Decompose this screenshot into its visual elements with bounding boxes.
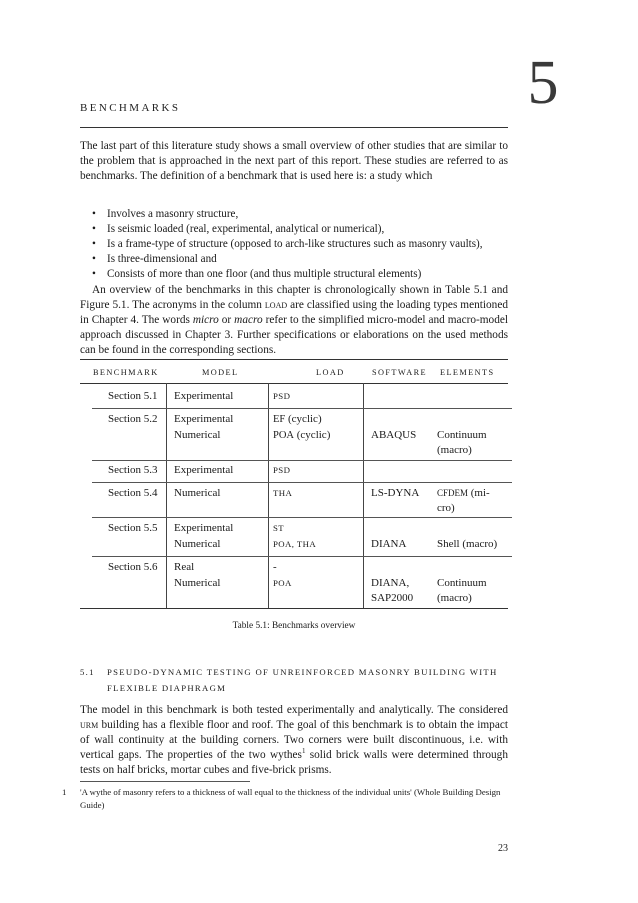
overview-or-word: or [218,314,235,327]
cell-benchmark: Section 5.5 [108,522,158,534]
cell-elements: Continuum (macro) [437,577,487,604]
chapter-rule [80,127,508,128]
header-benchmark: BENCHMARK [93,368,159,377]
cell-software: LS-DYNA [371,487,420,499]
column-divider [363,383,364,608]
cell-load: PSD [273,391,291,401]
header-elements: ELEMENTS [440,368,495,377]
table-top-rule [80,359,508,360]
section-text-1: The model in this benchmark is both tested experimentally and analytically. The considered [80,704,508,716]
cell-load: ST [273,523,285,533]
cell-elements-code: CFDEM [437,488,469,498]
cell-load [273,412,322,427]
header-load: LOAD [316,368,345,377]
list-item [92,267,512,282]
section-paragraph [80,703,508,778]
cell-model: Experimental [174,413,234,425]
overview-text-1: An overview of the benchmarks in this chapter is chronologically shown in Table 5.1 and Figure 5.1. The acronyms in the column [80,284,508,312]
cell-load: POA, THA [273,539,317,549]
footnote-reference[interactable]: 1 [301,747,306,756]
list-item [92,207,512,222]
cell-load: THA [273,488,293,498]
cell-elements-note: (mi- cro) [437,487,490,514]
cell-benchmark: Section 5.3 [108,464,158,476]
cell-benchmark: Section 5.2 [108,413,158,425]
section-urm-word: urm [80,719,99,732]
row-divider [92,460,512,461]
row-divider [92,556,512,557]
section-text-3: solid brick walls were determined through tests on half bricks, mortar cubes and five-brick prisms. [80,749,508,777]
chapter-title: BENCHMARKS [80,102,181,114]
cell-elements: Continuum (macro) [437,429,487,456]
overview-text-3: refer to the simplified micro-model and macro-model approach discussed in Chapter 3. Further specifications or elaborations on the used methods can be found in the corresponding sections. [80,314,508,357]
section-number: 5.1 [80,667,95,677]
cell-model: Experimental [174,390,234,402]
list-item-text: Is three-dimensional and [107,253,217,265]
page-number: 23 [498,843,508,854]
footnote-number: 1 [62,787,67,797]
cell-model: Numerical [174,487,221,499]
row-divider [92,517,512,518]
footnote-text: 'A wythe of masonry refers to a thickness of wall equal to the thickness of the individual units' (Whole Building Design Guide) [80,787,501,810]
cell-load-code: EF [273,414,286,425]
column-divider [268,383,269,608]
overview-micro-word: micro [192,314,219,327]
list-item-text: Is seismic loaded (real, experimental, analytical or numerical), [107,223,385,235]
cell-software: DIANA [371,538,407,550]
footnote [62,786,508,812]
overview-paragraph [80,283,508,358]
overview-macro-word: macro [234,314,263,327]
cell-software: DIANA, SAP2000 [371,577,414,604]
section-text-2: building has a flexible floor and roof. The goal of this benchmark is to obtain the impact of wall continuity at the building corners. Two corners were built discontinuous, i.e. with vertical gaps. The properties of the two wythes [80,719,508,762]
cell-load: - [273,561,277,573]
cell-benchmark: Section 5.4 [108,487,158,499]
cell-software: ABAQUS [371,429,417,441]
list-item-text: Involves a masonry structure, [107,208,239,220]
bullet-icon: • [92,223,96,235]
cell-benchmark: Section 5.1 [108,390,158,402]
table-header-rule [80,383,508,384]
cell-load: PSD [273,465,291,475]
column-divider [166,383,167,608]
list-item-text: Consists of more than one floor (and thus multiple structural elements) [107,268,422,280]
list-item-text: Is a frame-type of structure (opposed to arch-like structures such as masonry vaults), [107,238,483,250]
table-bottom-rule [80,608,508,609]
bullet-icon: • [92,253,96,265]
row-divider [92,482,512,483]
cell-benchmark: Section 5.6 [108,561,158,573]
bullet-icon: • [92,238,96,250]
chapter-number: 5 [527,49,559,117]
list-item [92,237,512,252]
cell-model: Numerical [174,577,221,589]
overview-load-word: load [264,299,288,312]
intro-paragraph: The last part of this literature study shows a small overview of other studies that are similar to the problem that is approached in the next part of this report. These studies are referred to as benchmarks. The definition of a benchmark that is used here is: a study which [80,140,508,183]
cell-load-code: POA [273,430,295,441]
header-model: MODEL [202,368,239,377]
criteria-list [92,207,512,282]
cell-model: Experimental [174,464,234,476]
footnote-rule [80,781,250,782]
cell-model: Real [174,561,195,573]
cell-model: Numerical [174,538,221,550]
row-divider [92,408,512,409]
cell-load-note: (cyclic) [296,429,331,441]
header-software: SOFTWARE [372,368,427,377]
cell-elements: Shell (macro) [437,538,498,550]
list-item [92,252,512,267]
bullet-icon: • [92,268,96,280]
list-item [92,222,512,237]
cell-model: Numerical [174,429,221,441]
table-caption: Table 5.1: Benchmarks overview [232,621,356,631]
overview-text-2: are classified using the loading types mentioned in Chapter 4. The words [80,299,508,327]
cell-load: POA [273,578,292,588]
section-title: PSEUDO-DYNAMIC TESTING OF UNREINFORCED MASONRY BUILDING WITH FLEXIBLE DIAPHRAGM [107,667,498,693]
bullet-icon: • [92,208,96,220]
cell-load-note: (cyclic) [288,413,322,425]
cell-elements [437,486,509,516]
cell-load [273,428,330,443]
cell-model: Experimental [174,522,234,534]
